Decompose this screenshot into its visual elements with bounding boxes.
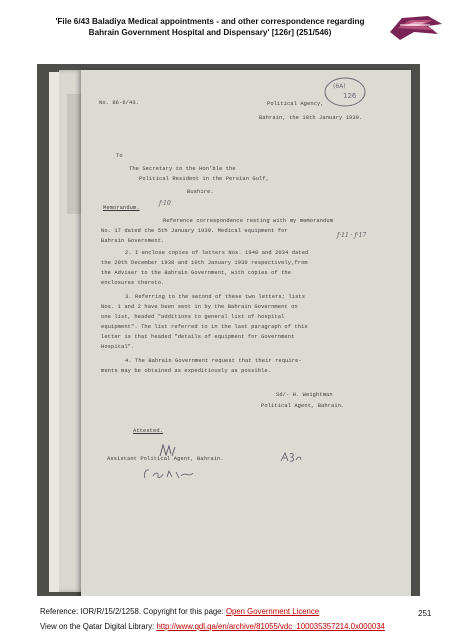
paragraph-line: 2. I enclose copies of letters Nos. 1940 and 2034 dated [125,250,309,256]
scanned-document-image [37,64,420,596]
place-date: Bahrain, the 18th January 1939. [259,115,363,121]
svg-text:(6A): (6A) [333,83,346,90]
reference-number: No. 86-6/43. [99,100,140,106]
paragraph-line: the Adviser to the Bahrain Government, with copies of the [101,270,292,276]
handwritten-annotation: ƒ·11 · ƒ·17 [337,232,367,239]
paragraph-line: Hospital". [101,344,135,350]
page-number: 251 [418,609,432,618]
paragraph-line: 3. Referring to the second of these two letters; lists [125,294,306,300]
paragraph-line: letter is that headed "details of equipment for Government [101,334,295,340]
signature-title: Political Agent, Bahrain. [261,403,345,409]
signature-line: Sd/- H. Weightman [276,392,333,398]
view-text: View on the Qatar Digital Library: [40,622,157,631]
archive-url-link[interactable]: http://www.qdl.qa/en/archive/81055/vdc_100035357214.0x000034 [156,622,385,631]
document-page [81,70,411,596]
attested-label: Attested. [133,428,164,434]
footer-view [40,622,385,631]
paragraph-line: enclosures thereto. [101,280,165,286]
addressee-line: Bushire. [187,189,214,195]
office-name: Political Agency, [267,101,324,107]
paragraph-line: Reference correspondence resting with my memorandum [163,218,334,224]
header-title-line1: 'File 6/43 Baladiya Medical appointments - and other correspondence regarding [55,17,365,26]
page-edge [67,94,81,214]
paragraph-line: the 20th December 1938 and 10th January 1939 respectively,from [101,260,308,266]
paragraph-line: equipment". The list referred to in the last paragraph of this [101,324,308,330]
page-header [40,16,380,38]
qatar-digital-library-logo-icon[interactable] [388,10,444,44]
handwritten-annotation: ƒ·10 [159,200,171,207]
footer-reference [40,607,319,616]
assistant-title: Assistant Political Agent, Bahrain. [107,456,224,462]
handwritten-initials-icon [279,450,303,464]
svg-text:126: 126 [343,92,357,100]
memorandum-heading: Memorandum. [103,205,140,211]
addressee-line: The Secretary to the Hon'ble the [129,166,236,172]
paragraph-line: Bahrain Government. [101,238,165,244]
to-label: To [116,153,123,159]
paragraph-line: ments may be obtained as expeditiously as possible. [101,368,272,374]
header-title-line2: Bahrain Government Hospital and Dispensary' [126r] (251/546) [88,28,332,37]
paragraph-line: 4. The Bahrain Government request that their require- [125,358,302,364]
reference-text: Reference: IOR/R/15/2/1258. Copyright for this page: [40,607,226,616]
paragraph-line: Nos. 1 and 2 have been sent in by the Bahrain Government on [101,304,298,310]
folio-stamp-icon [321,74,369,110]
handwritten-note-icon [141,466,211,482]
addressee-line: Political Resident in the Persian Gulf, [139,176,270,182]
paragraph-line: No. 17 dated the 5th January 1939. Medical equipment for [101,228,288,234]
licence-link[interactable]: Open Government Licence [225,607,320,616]
paragraph-line: one list, headed "additions to general list of hospital [101,314,285,320]
